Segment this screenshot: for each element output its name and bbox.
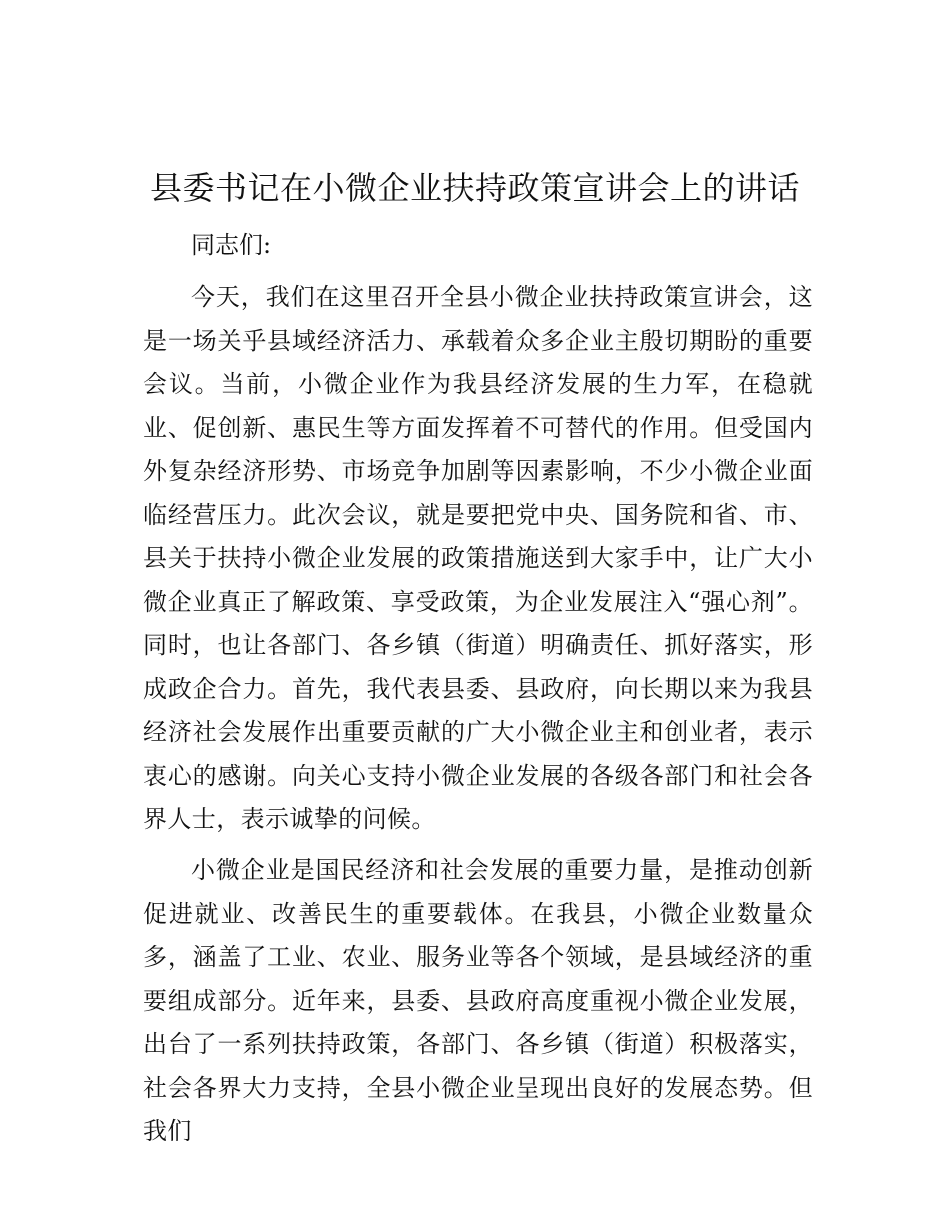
paragraph-2 <box>143 849 813 1165</box>
paragraph-text: 小微企业是国民经济和社会发展的重要力量，是推动创新促进就业、改善民生的重要载体。在我县，小微企业数量众多，涵盖了工业、农业、服务业等各个领域，是县域经济的重要组成部分。近年来，县委、县政府高度重视小微企业发展，出台了一系列扶持政策，各部门、各乡镇（街道）积极落实，社会各界大力支持，全县小微企业呈现出良好的发展态势。但我们 <box>143 856 813 1145</box>
paragraph-text: 今天，我们在这里召开全县小微企业扶持政策宣讲会，这是一场关乎县域经济活力、承载着众多企业主殷切期盼的重要会议。当前，小微企业作为我县经济发展的生力军，在稳就业、促创新、惠民生等方面发挥着不可替代的作用。但受国内外复杂经济形势、市场竞争加剧等因素影响，不少小微企业面临经营压力。此次会议，就是要把党中央、国务院和省、市、县关于扶持小微企业发展的政策措施送到大家手中，让广大小微企业真正了解政策、享受政策，为企业发展注入“强心剂”。同时，也让各部门、各乡镇（街道）明确责任、抓好落实，形成政企合力。首先，我代表县委、县政府，向长期以来为我县经济社会发展作出重要贡献的广大小微企业主和创业者，表示衷心的感谢。向关心支持小微企业发展的各级各部门和社会各界人士，表示诚挚的问候。 <box>143 283 813 833</box>
salutation: 同志们: <box>191 231 272 259</box>
document-title: 县委书记在小微企业扶持政策宣讲会上的讲话 <box>149 169 800 207</box>
paragraph-1 <box>143 276 813 853</box>
